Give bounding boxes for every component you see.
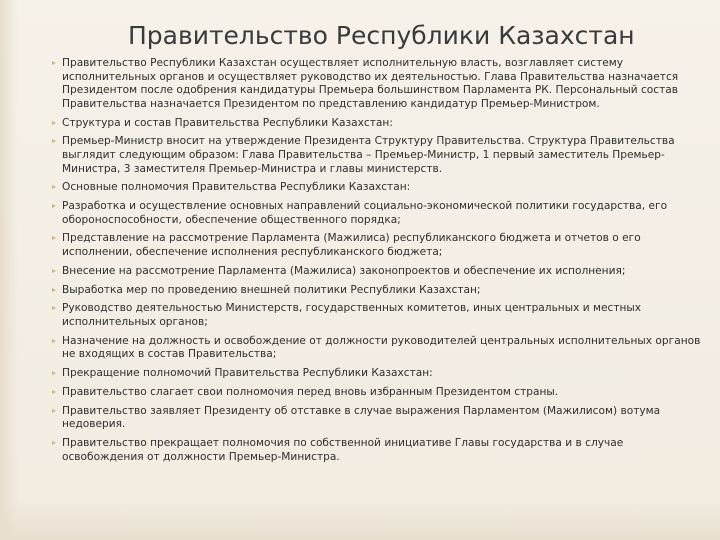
paragraph-power-ministries: Руководство деятельностью Министерств, государственных комитетов, иных центральных и местных исполнительных органов;: [54, 302, 704, 329]
paragraph-structure-details: Премьер-Министр вносит на утверждение Президента Структуру Правительства. Структура Правительства выглядит следующим образом: Глава Правительства – Премьер-Министр, 1 первый заместитель Премьер-Министра, 3 заместителя Премьер-Министра и главы министерств.: [54, 135, 704, 176]
paragraph-power-appointments: Назначение на должность и освобождение от должности руководителей центральных исполнительных органов не входящих в состав Правительства;: [54, 335, 704, 362]
paragraph-power-bills: Внесение на рассмотрение Парламента (Мажилиса) законопроектов и обеспечение их исполнения;: [54, 265, 704, 279]
slide-title: Правительство Республики Казахстан: [128, 21, 635, 50]
paragraph-power-budget: Представление на рассмотрение Парламента (Мажилиса) республиканского бюджета и отчетов о его исполнении, обеспечение исполнения республиканского бюджета;: [54, 232, 704, 259]
paragraph-power-foreign-policy: Выработка мер по проведению внешней политики Республики Казахстан;: [54, 284, 704, 298]
paragraph-termination-new-president: Правительство слагает свои полномочия перед вновь избранным Президентом страны.: [54, 386, 704, 400]
slide-left-shade: [0, 0, 18, 540]
slide-body: [54, 57, 704, 469]
paragraph-powers-heading: Основные полномочия Правительства Республики Казахстан:: [54, 181, 704, 195]
paragraph-termination-no-confidence: Правительство заявляет Президенту об отставке в случае выражения Парламентом (Мажилисом) вотума недоверия.: [54, 405, 704, 432]
paragraph-government-overview: Правительство Республики Казахстан осуществляет исполнительную власть, возглавляет систему исполнительных органов и осуществляет руководство их деятельностью. Глава Правительства назначается Президентом после одобрения кандидатуры Премьера большинством Парламента РК. Персональный состав Правительства назначается Президентом по представлению кандидатур Премьер-Министром.: [54, 57, 704, 111]
paragraph-structure-heading: Структура и состав Правительства Республики Казахстан:: [54, 117, 704, 131]
slide-bottom-shade: [0, 500, 720, 540]
paragraph-power-economic-policy: Разработка и осуществление основных направлений социально-экономической политики государства, его обороноспособности, обеспечение общественного порядка;: [54, 200, 704, 227]
paragraph-termination-heading: Прекращение полномочий Правительства Республики Казахстан:: [54, 367, 704, 381]
paragraph-termination-initiative: Правительство прекращает полномочия по собственной инициативе Главы государства и в случае освобождения от должности Премьер-Министра.: [54, 437, 704, 464]
